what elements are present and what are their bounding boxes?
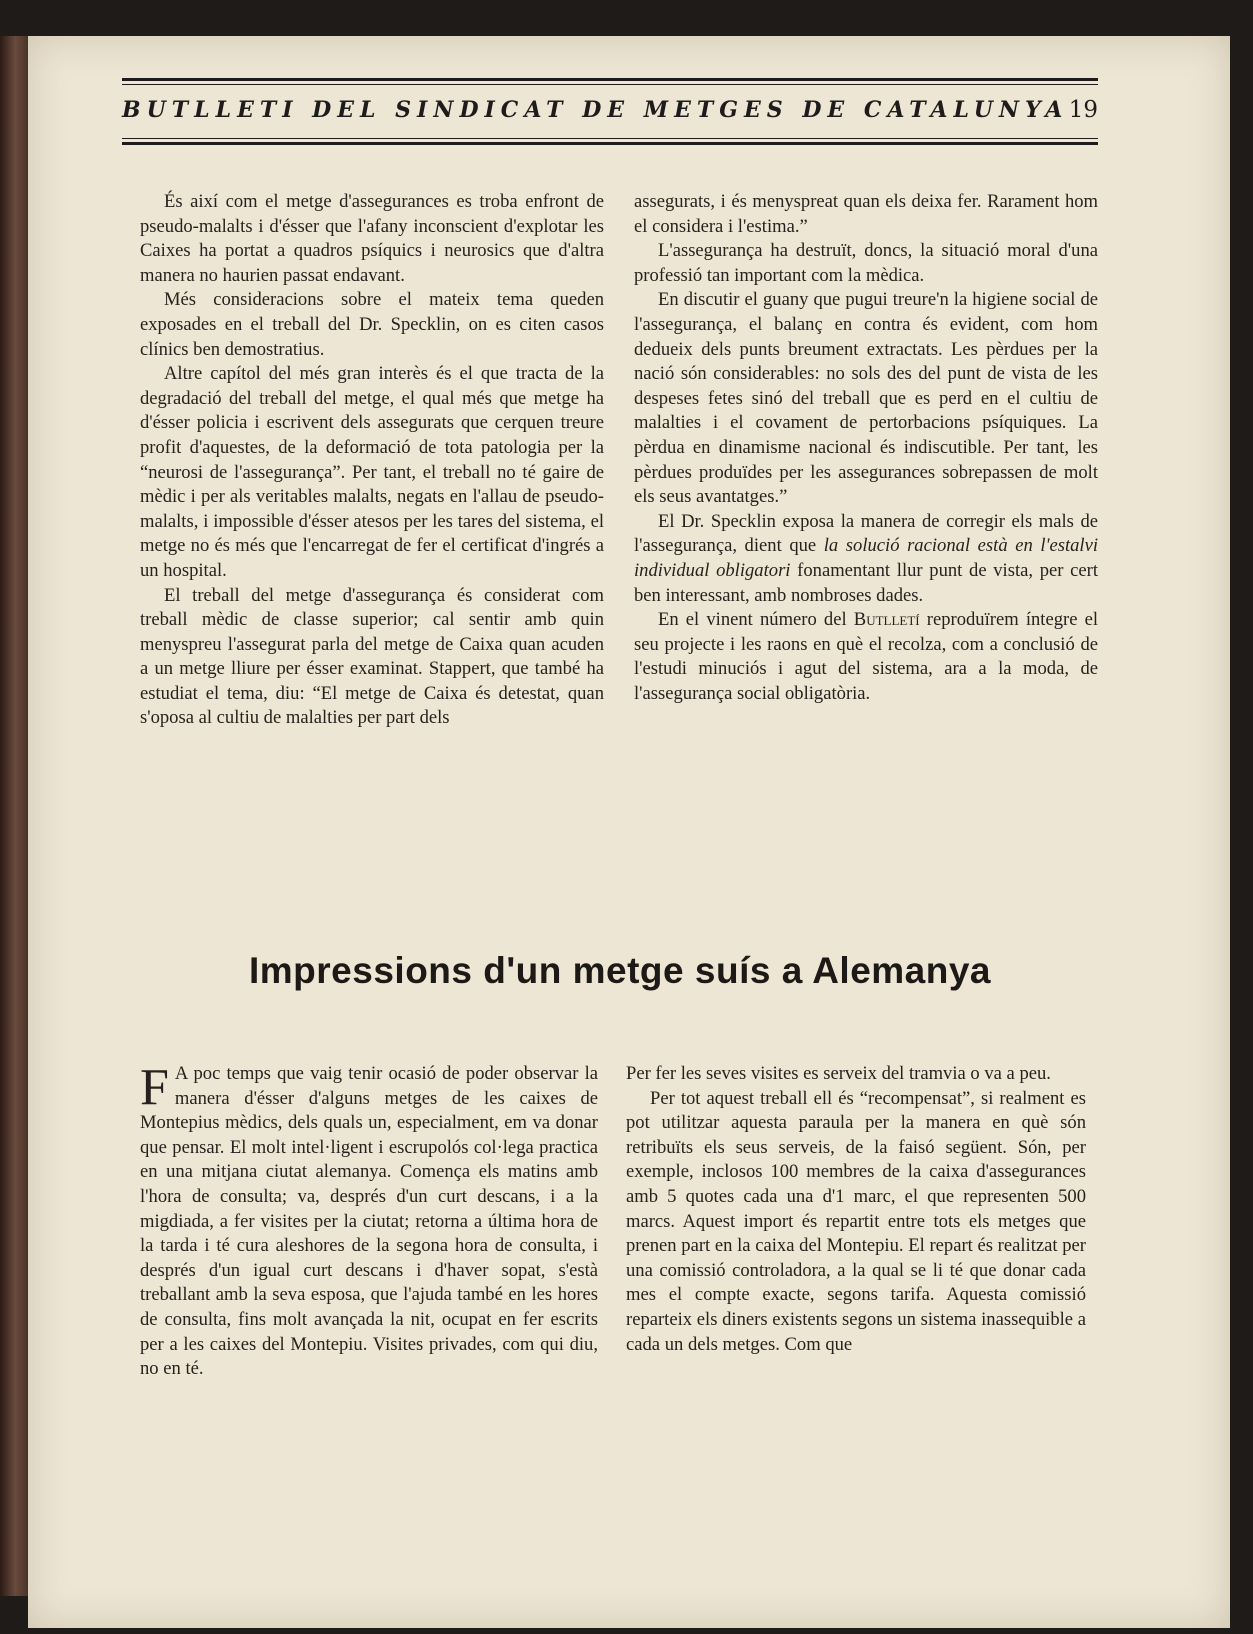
page-number: 19: [1068, 97, 1098, 123]
header-rule-bottom: [122, 142, 1098, 145]
paragraph: [634, 510, 1098, 608]
journal-title: BUTLLETI DEL SINDICAT DE METGES DE CATALUNYA: [122, 97, 1069, 123]
paragraph: Altre capítol del més gran interès és el que tracta de la degradació del treball del metge, el qual més que metge ha d'ésser policia i escrivent dels assegurats que cerquen treure profit d'aquestes, de la deformació de tota patologia per la “neurosi de l'assegurança”. Per tant, el treball no té gaire de mèdic i per als veritables malalts, negats en l'allau de pseudo-malalts, i impossible d'ésser atesos per les tares del sistema, el metge no és més que l'encarregat de fer el certificat d'ingrés a un hospital.: [140, 363, 604, 581]
paragraph: L'assegurança ha destruït, doncs, la situació moral d'una professió tan important com la mèdica.: [634, 240, 1098, 286]
header-title-row: [122, 90, 1098, 130]
header-rule-bottom-thin: [122, 138, 1098, 139]
article-title: Impressions d'un metge suís a Alemanya: [249, 950, 991, 991]
paragraph: [634, 608, 1098, 706]
emphasis-text: la solució racional està en l'estalvi individual obligatori: [634, 535, 1098, 581]
paragraph: Per tot aquest treball ell és “recompensat”, si realment es pot utilitzar aquesta paraula per la manera en què són retribuïts els seus serveis, de la faisó següent. Són, per exemple, inclosos 100 membres de la caixa d'assegurances amb 5 quotes cada una d'1 marc, el que representen 500 marcs. Aquest import és repartit entre tots els metges que prenen part en la caixa del Montepiu. El repart és realitzat per una comissió controladora, a la qual se li té que donar cada mes el compte exacte, segons tarifa. Aquesta comissió reparteix els diners existents segons un sistema inassequible a cada un dels metges. Com que: [626, 1087, 1086, 1355]
journal-name-smallcaps: Butlletí: [853, 609, 920, 631]
paragraph: assegurats, i és menyspreat quan els deixa fer. Rarament hom el considera i l'estima.”: [634, 191, 1098, 237]
running-header: [122, 74, 1098, 158]
upper-right-column: [634, 190, 1098, 706]
paragraph: [140, 1059, 598, 1382]
article-left-column: [140, 1059, 598, 1382]
paragraph: En discutir el guany que pugui treure'n la higiene social de l'assegurança, el balanç en contra és evident, com hom dedueix dels punts breument extractats. Les pèrdues per la nació són considerables: no sols des del punt de vista de les despeses fetes sinó del treball que es perd en el cultiu de malalties i el covament de pertorbacions psíquiques. La pèrdua en dinamisme nacional és indiscutible. Per tant, les pèrdues produïdes per les assegurances sobrepassen de molt els seus avantatges.”: [634, 289, 1098, 508]
paragraph: Per fer les seves visites es serveix del tramvia o va a peu.: [626, 1063, 1051, 1084]
article-right-column: [626, 1062, 1086, 1357]
paragraph: Més consideracions sobre el mateix tema queden exposades en el treball del Dr. Specklin, on es citen casos clínics ben demostratius.: [140, 289, 604, 360]
text-run: reproduïrem íntegre el seu projecte i les raons en què el recolza, com a conclusió de l'estudi minuciós i agut del sistema, ara a la moda, de l'assegurança social obligatòria.: [634, 609, 1099, 704]
text-run: El Dr. Specklin exposa la manera de corregir els mals de l'assegurança, dient que: [634, 510, 1098, 557]
text-run: fonamentant llur punt de vista, per cert ben interessant, amb nombroses dades.: [634, 559, 1098, 606]
header-rule-top-thin: [122, 84, 1098, 85]
text-run: En el vinent número del: [658, 609, 847, 631]
drop-cap: F: [140, 1059, 169, 1116]
text-run: A poc temps que vaig tenir ocasió de poder observar la manera d'ésser d'alguns metges de les caixes de Montepius mèdics, dels quals un, especialment, em va donar que pensar. El molt intel·ligent i escrupolós col·lega practica en una mitjana ciutat alemanya. Comença els matins amb l'hora de consulta; va, després d'un curt descans, i a la migdiada, a fer visites per la ciutat; retorna a última hora de la tarda i té cura aleshores de la segona hora de consulta, i després d'un igual curt descans i d'haver sopat, s'està treballant amb la seva esposa, que l'ajuda també en les hores de consulta, fins molt avançada la nit, ocupat en fer escrits per a les caixes del Montepiu. Visites privades, com qui diu, no en té.: [140, 1063, 598, 1380]
upper-left-column: [140, 190, 604, 731]
paragraph: És així com el metge d'assegurances es troba enfront de pseudo-malalts i d'ésser que l'afany inconscient d'explotar les Caixes ha portat a quadros psíquics i neurosics que d'altra manera no haurien passat endavant.: [140, 191, 604, 286]
paragraph: El treball del metge d'assegurança és considerat com treball mèdic de classe superior; cal sentir amb quin menyspreu l'assegurat parla del metge de Caixa quan acuden a un metge lliure per ésser examinat. Stappert, que també ha estudiat el tema, diu: “El metge de Caixa és detestat, quan s'oposa al cultiu de malalties per part dels: [140, 584, 604, 729]
header-rule-top: [122, 78, 1098, 81]
